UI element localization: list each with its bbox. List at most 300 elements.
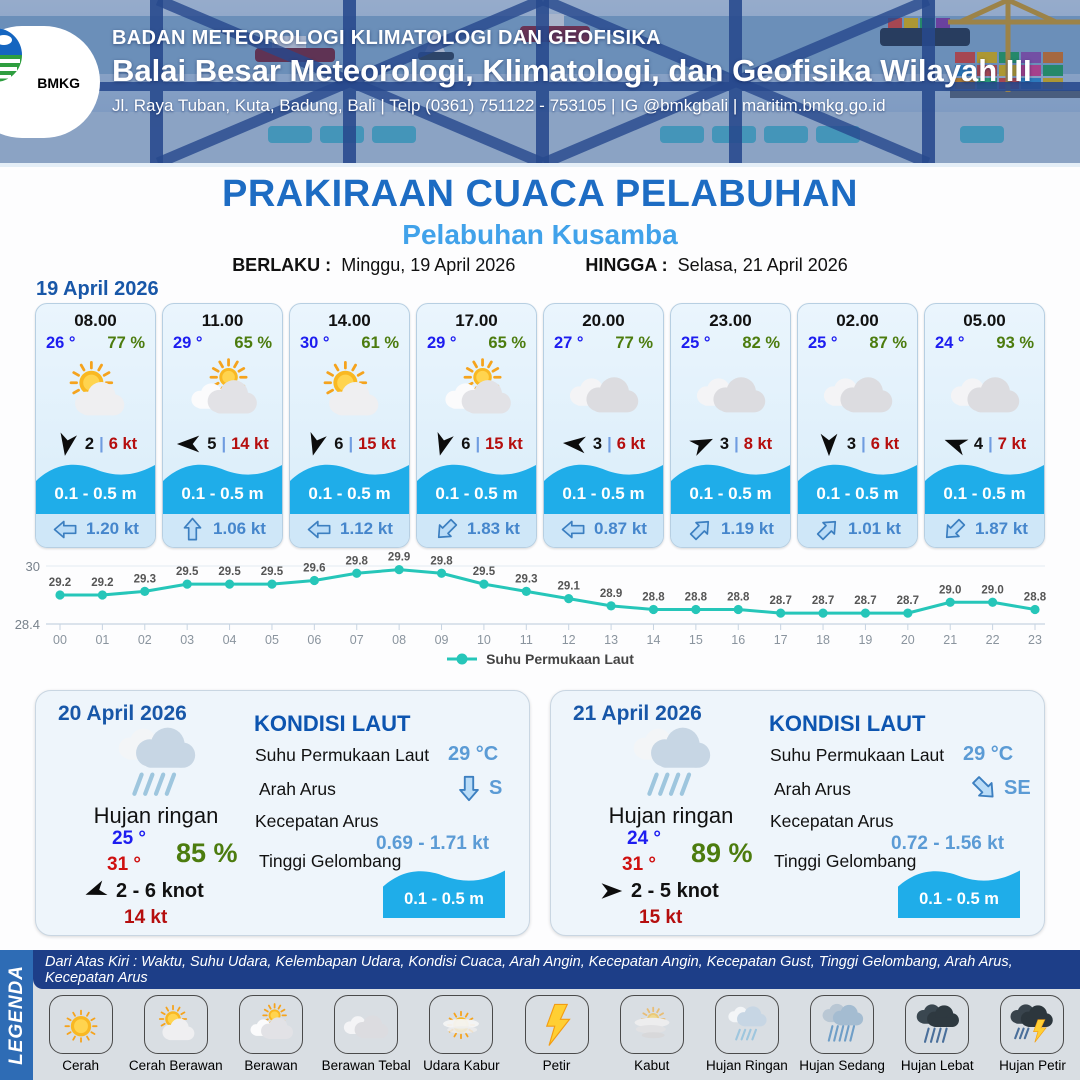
current-row <box>36 512 155 547</box>
current-row <box>671 512 790 547</box>
daily-wave-band <box>383 864 505 918</box>
petir-icon <box>533 1001 581 1049</box>
berawan-tebal-icon <box>567 355 641 429</box>
humidity: 77 % <box>615 334 653 352</box>
svg-text:15: 15 <box>688 633 703 647</box>
legend-item <box>795 989 890 1080</box>
daily-date: 20 April 2026 <box>58 702 187 725</box>
divider: | <box>475 434 481 453</box>
humidity: 82 % <box>742 334 780 352</box>
air-temperature: 29 ° <box>173 334 203 352</box>
berawan-tebal-icon <box>948 355 1022 429</box>
forecast-time: 11.00 <box>201 311 244 330</box>
gust-speed: 8 kt <box>743 434 773 453</box>
current-speed-label: Kecepatan Arus <box>255 811 379 831</box>
svg-text:03: 03 <box>180 633 195 647</box>
wave-height-band <box>163 457 282 511</box>
header-text-block <box>112 27 1032 116</box>
kabut-icon <box>628 1001 676 1049</box>
wind-row <box>798 431 917 457</box>
svg-text:28.7: 28.7 <box>811 595 835 608</box>
svg-text:29.5: 29.5 <box>175 566 199 579</box>
sst-value: 29 °C <box>963 743 1014 765</box>
svg-text:12: 12 <box>561 633 576 647</box>
hingga <box>585 255 847 276</box>
air-temperature: 25 ° <box>681 334 711 352</box>
wind-row <box>671 431 790 457</box>
svg-text:29.8: 29.8 <box>345 555 368 568</box>
page-title: PRAKIRAAN CUACA PELABUHAN <box>222 173 858 215</box>
hingga-label: HINGGA : <box>585 255 668 275</box>
wind-direction-arrow-icon <box>816 431 842 457</box>
wind-row <box>544 431 663 457</box>
wind-direction-arrow-icon <box>689 431 715 457</box>
legend-icon-box <box>620 995 684 1054</box>
svg-text:11: 11 <box>519 633 533 647</box>
svg-text:01: 01 <box>95 633 110 647</box>
legend-item-label: Hujan Petir <box>999 1058 1066 1073</box>
wave-height-value: 0.1 - 0.5 m <box>943 484 1026 504</box>
berawan-icon <box>247 1001 295 1049</box>
wind-row <box>163 431 282 457</box>
hujan-petir-icon <box>1008 1001 1056 1049</box>
legend-item <box>890 989 985 1080</box>
current-speed: 1.19 kt <box>721 519 774 539</box>
bmkg-logo-icon <box>0 26 24 84</box>
svg-text:28.7: 28.7 <box>769 595 792 608</box>
current-direction-arrow-icon <box>941 516 968 543</box>
wave-height-value: 0.1 - 0.5 m <box>308 484 391 504</box>
legend-item-label: Berawan Tebal <box>321 1058 411 1073</box>
current-row <box>290 512 409 547</box>
daily-condition: Hujan ringan <box>608 803 734 828</box>
divider: | <box>607 434 612 453</box>
svg-text:29.5: 29.5 <box>260 566 284 579</box>
hourly-card <box>35 303 156 548</box>
weather-icon-wrap <box>925 353 1044 431</box>
gust-speed: 15 kt <box>485 434 523 453</box>
current-speed-value: 0.72 - 1.56 kt <box>891 833 1005 854</box>
sst-value: 29 °C <box>448 743 499 765</box>
svg-text:29.3: 29.3 <box>133 573 156 586</box>
hourly-date-label: 19 April 2026 <box>36 278 159 300</box>
current-speed: 1.06 kt <box>213 519 266 539</box>
gust-speed: 14 kt <box>231 434 269 453</box>
svg-text:29.2: 29.2 <box>91 577 114 589</box>
legend-icon-box <box>810 995 874 1054</box>
legend-icon-box <box>905 995 969 1054</box>
daily-wind-range: 2 - 6 knot <box>116 879 204 902</box>
legend-item-label: Hujan Lebat <box>900 1058 974 1073</box>
humidity: 65 % <box>488 334 526 352</box>
wind-row <box>290 431 409 457</box>
current-row <box>798 512 917 547</box>
legend-icon-box <box>1000 995 1064 1054</box>
forecast-time: 17.00 <box>455 311 498 330</box>
svg-text:28.9: 28.9 <box>599 587 623 600</box>
forecast-time: 02.00 <box>836 311 879 330</box>
current-speed: 1.12 kt <box>340 519 393 539</box>
header-separator <box>0 163 1080 167</box>
current-direction-arrow-icon <box>306 516 333 543</box>
legend-item <box>223 989 318 1080</box>
legend-item <box>509 989 604 1080</box>
legend-item <box>319 989 414 1080</box>
weather-icon-wrap <box>671 353 790 431</box>
chart-legend-marker <box>446 653 478 665</box>
legend-items <box>33 989 1080 1080</box>
current-direction-arrow-icon <box>433 516 460 543</box>
legend-item-label: Cerah <box>62 1058 99 1073</box>
sst-label: Suhu Permukaan Laut <box>255 745 430 765</box>
temp-humidity-row <box>163 331 282 353</box>
weather-icon-wrap <box>36 353 155 431</box>
gust-speed: 15 kt <box>358 434 396 453</box>
divider: | <box>99 434 104 453</box>
svg-text:23: 23 <box>1028 633 1042 647</box>
hourly-card <box>162 303 283 548</box>
svg-text:22: 22 <box>985 633 1000 647</box>
hourly-card <box>543 303 664 548</box>
current-direction-arrow-icon <box>454 773 484 803</box>
current-direction-arrow-icon <box>52 516 79 543</box>
current-row <box>417 512 536 547</box>
legend-icon-box <box>49 995 113 1054</box>
daily-temp-max: 31 ° <box>107 854 142 875</box>
daily-wave-value: 0.1 - 0.5 m <box>919 890 999 908</box>
svg-text:28.8: 28.8 <box>642 591 665 604</box>
forecast-time: 23.00 <box>709 311 752 330</box>
wind-direction-arrow-icon <box>562 431 588 457</box>
current-direction-label: Arah Arus <box>774 779 851 799</box>
svg-text:20: 20 <box>900 633 915 647</box>
daily-temp-min: 25 ° <box>112 828 147 849</box>
svg-text:29.9: 29.9 <box>387 551 411 564</box>
svg-text:17: 17 <box>773 633 788 647</box>
wind-direction-arrow-icon <box>430 431 456 457</box>
current-speed: 1.20 kt <box>86 519 139 539</box>
berawan-icon <box>440 355 514 429</box>
wind-row <box>36 431 155 457</box>
wave-height-band <box>417 457 536 511</box>
wind-speed: 3 <box>719 434 730 453</box>
hourly-card <box>670 303 791 548</box>
svg-text:18: 18 <box>816 633 830 647</box>
svg-text:28.7: 28.7 <box>854 595 877 608</box>
daily-wind-range: 2 - 5 knot <box>631 879 719 902</box>
daily-date: 21 April 2026 <box>573 702 702 725</box>
divider: | <box>988 434 993 453</box>
current-direction-value: SE <box>1004 776 1031 799</box>
wind-speed: 3 <box>846 434 857 453</box>
svg-text:04: 04 <box>222 633 237 647</box>
temp-humidity-row <box>798 331 917 353</box>
legend-item-label: Cerah Berawan <box>128 1058 223 1073</box>
wave-height-value: 0.1 - 0.5 m <box>562 484 645 504</box>
air-temperature: 26 ° <box>46 334 76 352</box>
temp-humidity-row <box>671 331 790 353</box>
svg-text:06: 06 <box>307 633 322 647</box>
current-row <box>163 512 282 547</box>
svg-text:30: 30 <box>25 559 40 574</box>
svg-text:21: 21 <box>943 633 958 647</box>
cerah-berawan-icon <box>313 355 387 429</box>
wind-direction-arrow-icon <box>176 431 202 457</box>
current-speed: 1.83 kt <box>467 519 520 539</box>
svg-text:19: 19 <box>858 633 873 647</box>
legend-section <box>0 950 1080 1080</box>
hourly-card <box>924 303 1045 548</box>
contact-info: Jl. Raya Tuban, Kuta, Badung, Bali | Telp (0361) 751122 - 753105 | IG @bmkgbali | maritim.bmkg.go.id <box>112 96 886 115</box>
legend-item-label: Petir <box>542 1058 571 1073</box>
wave-height-band <box>544 457 663 511</box>
current-direction-arrow-icon <box>969 773 999 803</box>
svg-text:05: 05 <box>265 633 279 647</box>
divider: | <box>861 434 866 453</box>
wind-speed: 3 <box>592 434 603 453</box>
legend-icon-box <box>715 995 779 1054</box>
current-direction-arrow-icon <box>560 516 587 543</box>
berawan-tebal-icon <box>821 355 895 429</box>
wind-speed: 5 <box>207 434 217 453</box>
wind-speed: 6 <box>334 434 344 453</box>
chart-legend <box>0 651 1080 667</box>
cerah-berawan-icon <box>59 355 133 429</box>
svg-text:28.4: 28.4 <box>14 617 40 632</box>
weather-icon-wrap <box>163 353 282 431</box>
office-name: Balai Besar Meteorologi, Klimatologi, dan Geofisika Wilayah III <box>112 53 1032 88</box>
daily-wave-value: 0.1 - 0.5 m <box>404 890 484 908</box>
svg-text:29.0: 29.0 <box>981 584 1004 597</box>
legend-item <box>414 989 509 1080</box>
daily-card <box>550 690 1045 936</box>
legend-icon-box <box>334 995 398 1054</box>
legend-icon-box <box>239 995 303 1054</box>
temp-humidity-row <box>417 331 536 353</box>
wave-height-band <box>36 457 155 511</box>
svg-text:28.8: 28.8 <box>684 591 708 604</box>
current-direction-label: Arah Arus <box>259 779 336 799</box>
wind-direction-arrow-icon <box>54 431 80 457</box>
hourly-forecast-row <box>35 303 1045 548</box>
berlaku-label: BERLAKU : <box>232 255 332 275</box>
wave-height-value: 0.1 - 0.5 m <box>689 484 772 504</box>
svg-text:29.5: 29.5 <box>218 566 241 579</box>
legend-item-label: Hujan Sedang <box>799 1058 885 1073</box>
svg-text:13: 13 <box>604 633 619 647</box>
daily-wind-row <box>84 879 204 903</box>
legend-item <box>33 989 128 1080</box>
forecast-time: 14.00 <box>328 311 371 330</box>
current-direction-value: S <box>489 776 503 799</box>
svg-text:29.1: 29.1 <box>557 580 580 593</box>
validity-dates <box>0 255 1080 276</box>
berawan-icon <box>186 355 260 429</box>
svg-text:02: 02 <box>137 633 152 647</box>
daily-wave-band <box>898 864 1020 918</box>
chart-legend-label: Suhu Permukaan Laut <box>486 651 634 667</box>
legend-sidebar <box>0 950 33 1080</box>
sea-conditions-heading: KONDISI LAUT <box>254 711 411 736</box>
cerah-icon <box>57 1001 105 1049</box>
sst-line-chart <box>0 550 1080 650</box>
daily-humidity: 85 % <box>176 838 238 868</box>
svg-text:29.2: 29.2 <box>48 577 72 589</box>
hourly-card <box>797 303 918 548</box>
forecast-time: 05.00 <box>963 311 1006 330</box>
wave-height-band <box>798 457 917 511</box>
wave-height-value: 0.1 - 0.5 m <box>435 484 518 504</box>
sst-chart <box>0 550 1080 650</box>
agency-name: BADAN METEOROLOGI KLIMATOLOGI DAN GEOFISIKA <box>112 27 661 49</box>
header-banner <box>0 0 1080 163</box>
wave-height-label: Tinggi Gelombang <box>259 851 402 871</box>
current-direction-arrow-icon <box>179 516 206 543</box>
wind-direction-arrow-icon <box>84 879 108 903</box>
legend-note: Dari Atas Kiri : Waktu, Suhu Udara, Kelembapan Udara, Kondisi Cuaca, Arah Angin, Kecepatan Angin, Kecepatan Gust, Tinggi Gelombang, Arah Arus, Kecepatan Arus <box>33 950 1080 989</box>
temp-humidity-row <box>925 331 1044 353</box>
wave-height-band <box>925 457 1044 511</box>
legend-item <box>985 989 1080 1080</box>
current-direction-arrow-icon <box>687 516 714 543</box>
current-row <box>544 512 663 547</box>
svg-text:00: 00 <box>53 633 67 647</box>
legend-item-label: Berawan <box>244 1058 298 1073</box>
hujan-ringan-icon <box>108 717 204 813</box>
legend-sidebar-label: LEGENDA <box>5 965 27 1065</box>
daily-temp-max: 31 ° <box>622 854 657 875</box>
wind-speed: 6 <box>461 434 471 453</box>
current-speed: 0.87 kt <box>594 519 647 539</box>
legend-item-label: Hujan Ringan <box>706 1058 788 1073</box>
berawan-tebal-icon <box>342 1001 390 1049</box>
berlaku <box>232 255 515 276</box>
wave-height-label: Tinggi Gelombang <box>774 851 917 871</box>
wind-row <box>417 431 536 457</box>
wind-direction-arrow-icon <box>599 879 623 903</box>
hourly-card <box>289 303 410 548</box>
temp-humidity-row <box>544 331 663 353</box>
weather-icon-wrap <box>544 353 663 431</box>
svg-text:08: 08 <box>392 633 407 647</box>
gust-speed: 6 kt <box>870 434 900 453</box>
daily-humidity: 89 % <box>691 838 753 868</box>
svg-text:07: 07 <box>349 633 364 647</box>
legend-item <box>699 989 794 1080</box>
sea-conditions-heading: KONDISI LAUT <box>769 711 926 736</box>
wind-row <box>925 431 1044 457</box>
svg-text:16: 16 <box>731 633 746 647</box>
air-temperature: 25 ° <box>808 334 838 352</box>
svg-text:28.8: 28.8 <box>1023 591 1047 604</box>
legend-item <box>604 989 699 1080</box>
daily-card <box>35 690 530 936</box>
svg-text:29.3: 29.3 <box>515 573 538 586</box>
svg-text:10: 10 <box>476 633 491 647</box>
hujan-lebat-icon <box>913 1001 961 1049</box>
divider: | <box>221 434 227 453</box>
cerah-berawan-icon <box>152 1001 200 1049</box>
wave-height-value: 0.1 - 0.5 m <box>54 484 137 504</box>
svg-text:28.7: 28.7 <box>896 595 920 608</box>
hujan-ringan-icon <box>623 717 719 813</box>
port-name: Pelabuhan Kusamba <box>402 219 678 250</box>
current-speed-label: Kecepatan Arus <box>770 811 894 831</box>
current-direction-cell <box>969 773 1031 803</box>
current-direction-arrow-icon <box>814 516 841 543</box>
forecast-time: 20.00 <box>582 311 625 330</box>
wave-height-band <box>671 457 790 511</box>
berlaku-value: Minggu, 19 April 2026 <box>341 255 516 275</box>
hourly-card <box>416 303 537 548</box>
air-temperature: 30 ° <box>300 334 330 352</box>
sst-label: Suhu Permukaan Laut <box>770 745 945 765</box>
legend-item-label: Kabut <box>634 1058 670 1073</box>
svg-text:09: 09 <box>434 633 449 647</box>
divider: | <box>734 434 739 453</box>
humidity: 77 % <box>107 334 145 352</box>
berawan-tebal-icon <box>694 355 768 429</box>
daily-temp-min: 24 ° <box>627 828 662 849</box>
wind-speed: 4 <box>973 434 984 453</box>
hujan-ringan-icon <box>723 1001 771 1049</box>
svg-text:14: 14 <box>646 633 661 647</box>
daily-condition: Hujan ringan <box>93 803 219 828</box>
divider: | <box>348 434 354 453</box>
humidity: 65 % <box>234 334 272 352</box>
daily-wind-row <box>599 879 719 903</box>
svg-text:29.8: 29.8 <box>430 555 453 568</box>
hujan-sedang-icon <box>818 1001 866 1049</box>
air-temperature: 24 ° <box>935 334 965 352</box>
forecast-time: 08.00 <box>74 311 117 330</box>
daily-gust: 15 kt <box>639 907 683 928</box>
wave-height-value: 0.1 - 0.5 m <box>181 484 264 504</box>
daily-gust: 14 kt <box>124 907 168 928</box>
udara-kabur-icon <box>437 1001 485 1049</box>
wave-height-value: 0.1 - 0.5 m <box>816 484 899 504</box>
air-temperature: 29 ° <box>427 334 457 352</box>
gust-speed: 7 kt <box>997 434 1027 453</box>
gust-speed: 6 kt <box>616 434 646 453</box>
legend-icon-box <box>525 995 589 1054</box>
wave-height-band <box>290 457 409 511</box>
bmkg-logo-text: BMKG <box>37 75 80 91</box>
legend-item-label: Udara Kabur <box>423 1058 500 1073</box>
svg-text:29.0: 29.0 <box>939 584 962 597</box>
current-row <box>925 512 1044 547</box>
wind-speed: 2 <box>84 434 95 453</box>
legend-icon-box <box>429 995 493 1054</box>
humidity: 87 % <box>869 334 907 352</box>
daily-forecast-row <box>35 690 1045 936</box>
gust-speed: 6 kt <box>108 434 138 453</box>
humidity: 61 % <box>361 334 399 352</box>
current-direction-cell <box>454 773 502 803</box>
weather-icon-wrap <box>417 353 536 431</box>
weather-icon-wrap <box>798 353 917 431</box>
air-temperature: 27 ° <box>554 334 584 352</box>
svg-text:29.5: 29.5 <box>472 566 496 579</box>
temp-humidity-row <box>36 331 155 353</box>
current-speed-value: 0.69 - 1.71 kt <box>376 833 490 854</box>
current-speed: 1.87 kt <box>975 519 1028 539</box>
legend-icon-box <box>144 995 208 1054</box>
legend-item <box>128 989 223 1080</box>
svg-text:29.6: 29.6 <box>303 562 326 575</box>
humidity: 93 % <box>996 334 1034 352</box>
wind-direction-arrow-icon <box>303 431 329 457</box>
